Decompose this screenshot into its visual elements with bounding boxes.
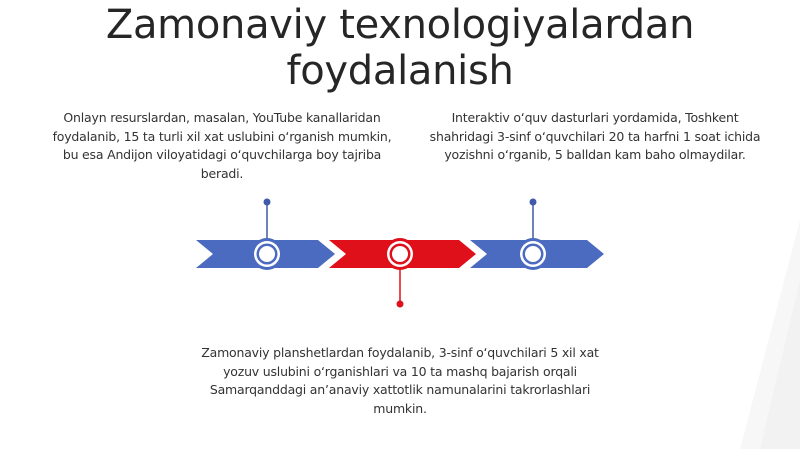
timeline-item-1-text: Onlayn resurslardan, masalan, YouTube kanallaridan foydalanib, 15 ta turli xil xat uslubini oʻrganish mumkin, bu esa Andijon viloyatidagi oʻquvchilarga boy tajriba beradi. bbox=[52, 110, 392, 181]
timeline-item-2-stem-dot bbox=[397, 301, 404, 308]
timeline-item-1-stem-dot bbox=[264, 199, 271, 206]
timeline-marker-3-core bbox=[525, 246, 541, 262]
timeline-item-2-text: Zamonaviy planshetlardan foydalanib, 3-sinf oʻquvchilari 5 xil xat yozuv uslubini oʻrganishlari va 10 ta mashq bajarish orqali Samarqanddagi anʼanaviy xattotlik namunalarini takrorlashlari mumkin. bbox=[201, 345, 599, 416]
timeline-marker-2-core bbox=[392, 246, 408, 262]
timeline-item-3-stem-dot bbox=[530, 199, 537, 206]
corner-decoration bbox=[740, 220, 800, 449]
slide-title: Zamonaviy texnologiyalardan foydalanish bbox=[105, 2, 695, 94]
timeline-item-3-text: Interaktiv oʻquv dasturlari yordamida, Toshkent shahridagi 3-sinf oʻquvchilari 20 ta harfni 1 soat ichida yozishni oʻrganib, 5 balldan kam baho olmaydilar. bbox=[429, 110, 761, 162]
timeline-marker-1-core bbox=[259, 246, 275, 262]
